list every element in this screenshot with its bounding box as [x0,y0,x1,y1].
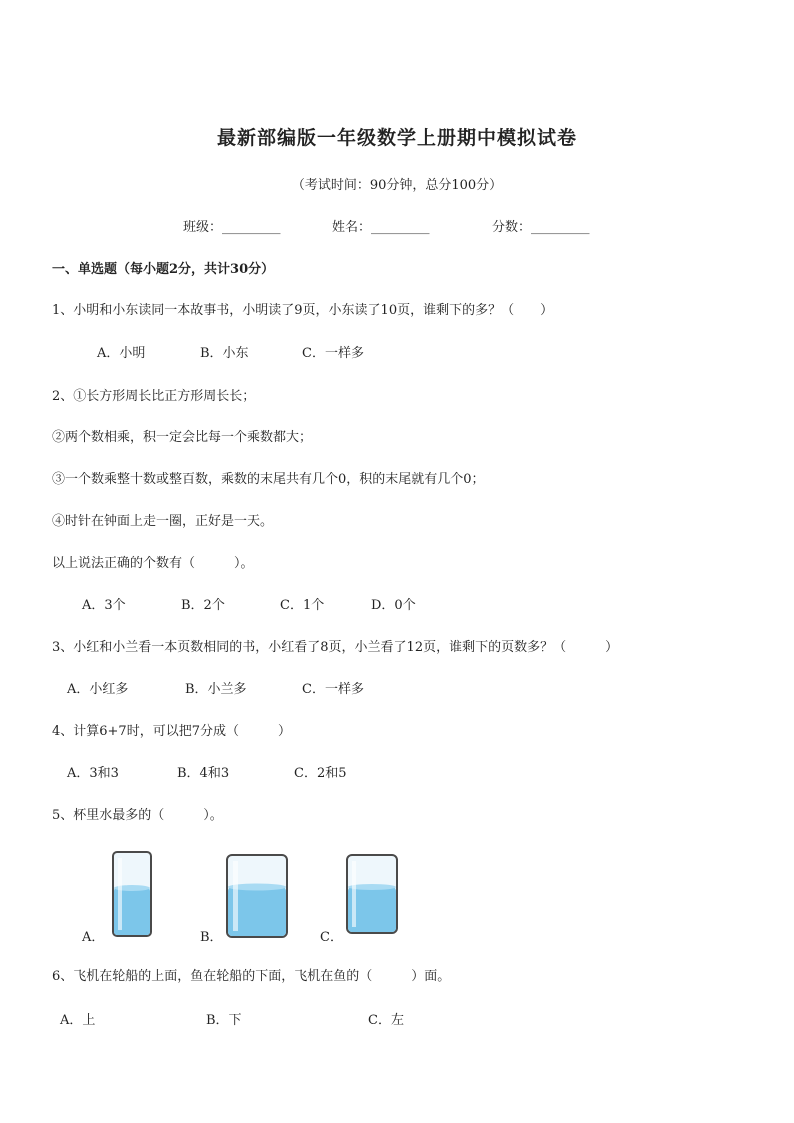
q4-option-a: A．3和3 [67,766,119,781]
q2-option-b: B．2个 [181,598,225,613]
page-title: 最新部编版一年级数学上册期中模拟试卷 [216,127,577,149]
q6-option-c: C．左 [368,1013,404,1028]
glass-medium-icon [344,853,400,935]
q2-option-a: A．3个 [82,598,126,613]
q5-option-b: B． [200,930,223,945]
question-2-line-1: 2、①长方形周长比正方形周长长； [52,389,256,404]
question-2-line-2: ②两个数相乘，积一定会比每一个乘数都大； [52,430,313,445]
question-1: 1、小明和小东读同一本故事书，小明读了9页，小东读了10页，谁剩下的多？（ ） [52,303,554,318]
section-heading: 一、单选题（每小题2分，共计30分） [52,262,275,277]
q2-option-d: D．0个 [371,598,416,613]
q6-option-b: B．下 [206,1013,242,1028]
glass-wide-icon [224,853,290,939]
q3-option-c: C．一样多 [302,682,364,697]
question-5: 5、杯里水最多的（ ）。 [52,808,223,823]
q3-option-a: A．小红多 [67,682,129,697]
q4-option-b: B．4和3 [177,766,230,781]
score-field: 分数：_________ [492,220,590,235]
question-3: 3、小红和小兰看一本页数相同的书，小红看了8页，小兰看了12页，谁剩下的页数多？（ ） [52,640,619,655]
question-2-line-5: 以上说法正确的个数有（ ）。 [52,556,254,571]
question-4: 4、计算6+7时，可以把7分成（ ） [52,724,291,739]
glass-tall-icon [110,850,154,938]
q5-option-c: C． [320,930,343,945]
q1-option-a: A．小明 [97,346,146,361]
question-2-line-3: ③一个数乘整十数或整百数，乘数的末尾共有几个0，积的末尾就有几个0； [52,472,485,487]
q2-option-c: C．1个 [280,598,325,613]
name-field: 姓名：_________ [332,220,430,235]
q6-option-a: A．上 [60,1013,96,1028]
question-2-line-4: ④时针在钟面上走一圈，正好是一天。 [52,514,274,529]
q1-option-c: C．一样多 [302,346,364,361]
q5-option-a: A． [82,930,105,945]
class-field: 班级：_________ [183,220,281,235]
q3-option-b: B．小兰多 [185,682,247,697]
exam-subtitle: （考试时间：90分钟，总分100分） [291,178,503,193]
q1-option-b: B．小东 [200,346,249,361]
q4-option-c: C．2和5 [294,766,347,781]
question-6: 6、飞机在轮船的上面，鱼在轮船的下面，飞机在鱼的（ ）面。 [52,969,451,984]
